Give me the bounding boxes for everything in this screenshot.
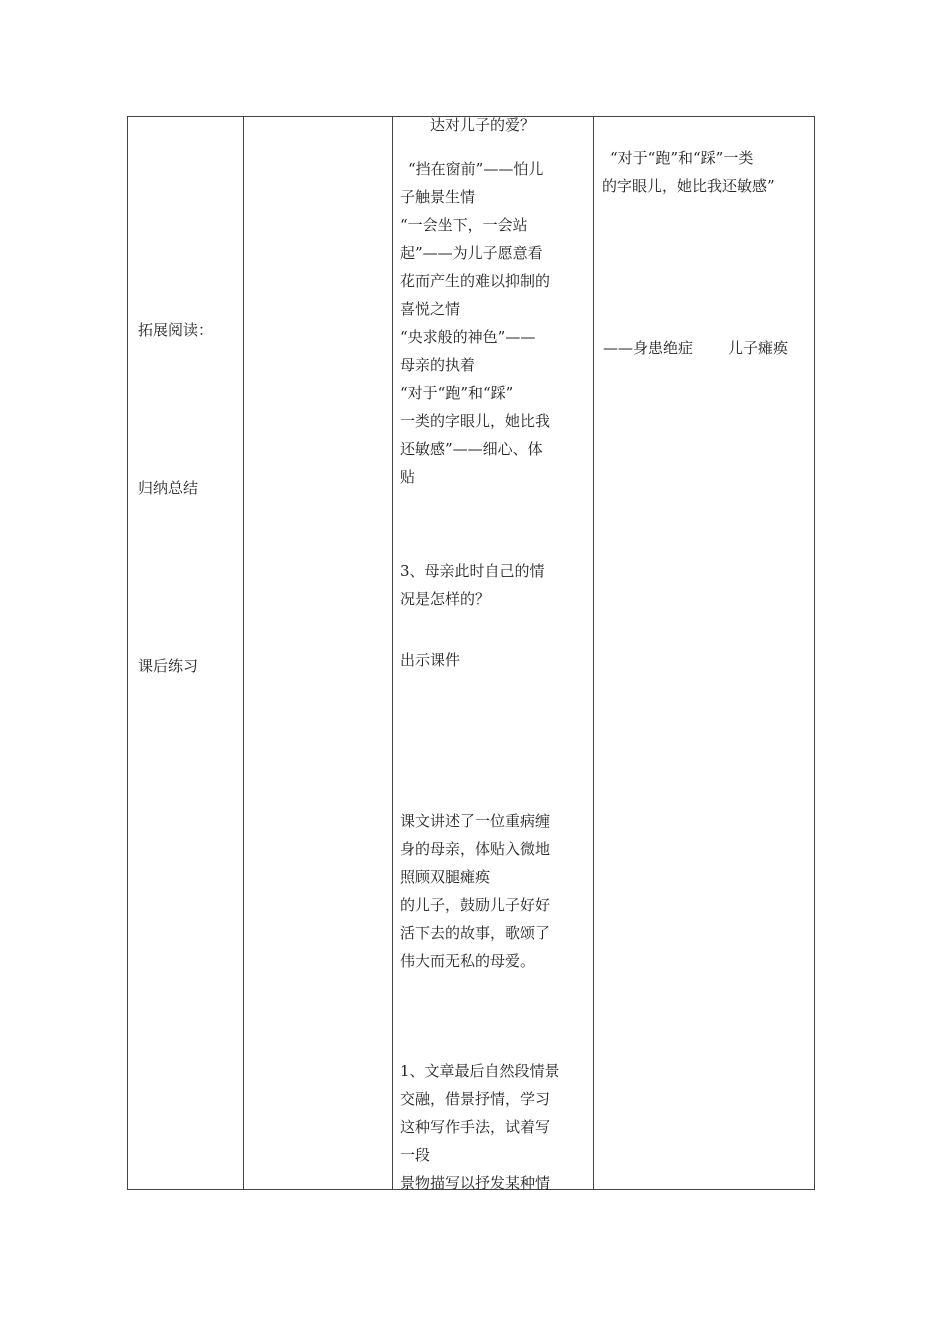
text-line: 景物描写以抒发某种情 xyxy=(400,1174,551,1192)
text-line: 喜悦之情 xyxy=(400,300,461,318)
text-line: 1、文章最后自然段情景 xyxy=(400,1062,560,1080)
section-label-after-class: 课后练习 xyxy=(138,657,199,675)
text-line: “对于“跑”和“踩”一类 xyxy=(610,149,754,167)
text-line: 达对儿子的爱？ xyxy=(430,116,536,134)
text-line: 出示课件 xyxy=(400,651,461,669)
text-line: “央求般的神色”—— xyxy=(400,328,536,346)
lesson-table xyxy=(127,116,815,1190)
text-line: ——身患绝症 xyxy=(603,339,694,357)
column-divider xyxy=(593,117,594,1189)
text-line: 照顾双腿瘫痪 xyxy=(400,868,491,886)
text-line: 身的母亲，体贴入微地 xyxy=(400,840,551,858)
text-line: 贴 xyxy=(400,468,416,486)
section-label-extended-reading: 拓展阅读： xyxy=(138,321,214,339)
text-line: 况是怎样的？ xyxy=(400,590,491,608)
text-line: 交融，借景抒情，学习 xyxy=(400,1090,551,1108)
text-line: 起”——为儿子愿意看 xyxy=(400,244,543,262)
text-line: 课文讲述了一位重病缠 xyxy=(400,812,551,830)
text-line: “一会坐下，一会站 xyxy=(400,216,528,234)
text-line: 一类的字眼儿，她比我 xyxy=(400,412,551,430)
column-divider xyxy=(243,117,244,1189)
text-line: 这种写作手法，试着写 xyxy=(400,1118,551,1136)
text-line: 3、母亲此时自己的情 xyxy=(400,562,545,580)
text-line: 花而产生的难以抑制的 xyxy=(400,272,551,290)
text-line: 还敏感”——细心、体 xyxy=(400,440,543,458)
text-line: 伟大而无私的母爱。 xyxy=(400,952,536,970)
text-line: 子触景生情 xyxy=(400,188,476,206)
text-line: “挡在窗前”——怕儿 xyxy=(408,160,544,178)
section-label-summary: 归纳总结 xyxy=(138,479,199,497)
column-divider xyxy=(392,117,393,1189)
text-line: “对于“跑”和“踩” xyxy=(400,384,514,402)
text-line: 儿子瘫痪 xyxy=(728,339,789,357)
text-line: 母亲的执着 xyxy=(400,356,476,374)
text-line: 活下去的故事，歌颂了 xyxy=(400,924,551,942)
text-line: 的儿子，鼓励儿子好好 xyxy=(400,896,551,914)
text-line: 的字眼儿，她比我还敏感” xyxy=(602,177,775,195)
text-line: 一段 xyxy=(400,1146,431,1164)
